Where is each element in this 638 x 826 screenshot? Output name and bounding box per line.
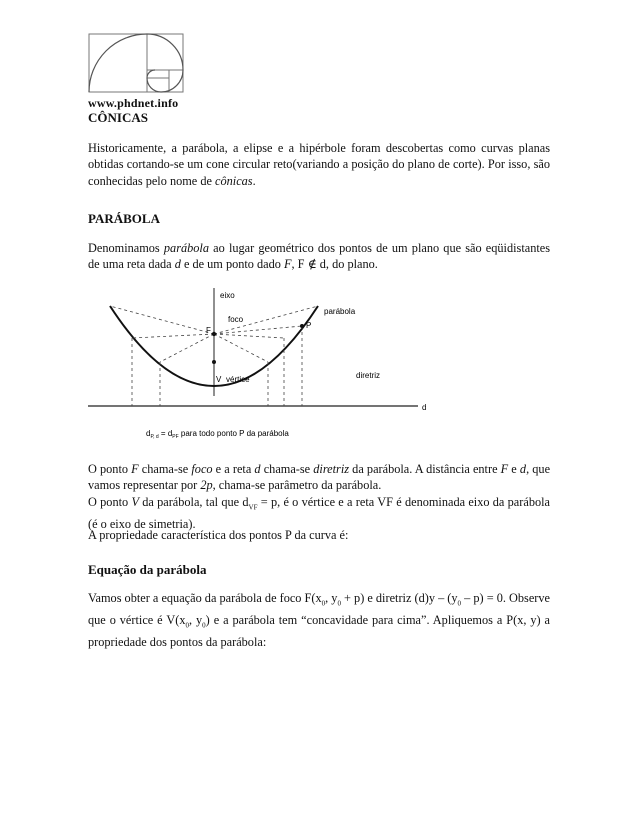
label-parabola: parábola xyxy=(324,307,356,316)
label-vertice: vértice xyxy=(226,375,250,384)
paragraph-focus-directrix: O ponto F chama-se foco e a reta d chama-se diretriz da parábola. A distância entre F e d, que vamos representar por 2p, chama-se parâmetro da parábola. xyxy=(88,462,551,493)
parabola-diagram xyxy=(88,286,460,446)
paragraph-definition: Denominamos parábola ao lugar geométrico dos pontos de um plano que são eqüidistantes de uma reta dada d e de um ponto dado F, F ∉ d, do plano. xyxy=(88,241,551,272)
figure-caption: $d_{P, d} = d_{PF}$ para todo ponto P da parábola xyxy=(146,429,289,440)
label-P: P xyxy=(306,321,312,330)
label-F: F xyxy=(206,326,211,335)
paragraph-equation: Vamos obter a equação da parábola de foco $F(x_0$, $y_0 + p$) e diretriz $(d)y - (y_0 - p) = 0$. Observe que o vértice é $V(x_0$, $y_0$) e a parábola tem “concavidade para cima”. Apliquemos a P(x, y) a propriedade dos pontos da parábola: xyxy=(88,591,550,649)
label-foco: foco xyxy=(228,315,244,324)
section-title-parabola: PARÁBOLA xyxy=(88,211,160,226)
section-title-equation: Equação da parábola xyxy=(88,562,207,577)
paragraph-vertex: O ponto V da parábola, tal que $d_{VF} = p$, é o vértice e a reta VF é denominada eixo da parábola (é o eixo de simetria). xyxy=(88,495,550,531)
label-d: d xyxy=(422,403,427,412)
section-title-conicas: CÔNICAS xyxy=(88,110,148,125)
label-eixo: eixo xyxy=(220,291,235,300)
paragraph-intro: Historicamente, a parábola, a elipse e a hipérbole foram descobertas como curvas planas obtidas cortando-se um cone circular reto(variando a posição do plano de corte). Por isso, são conhecidas pelo nome de cônicas. xyxy=(88,141,550,188)
label-diretriz: diretriz xyxy=(356,371,381,380)
label-V: V xyxy=(216,375,222,384)
paragraph-property: A propriedade característica dos pontos P da curva é: xyxy=(88,528,349,542)
logo-text: www.phdnet.info xyxy=(88,96,179,110)
